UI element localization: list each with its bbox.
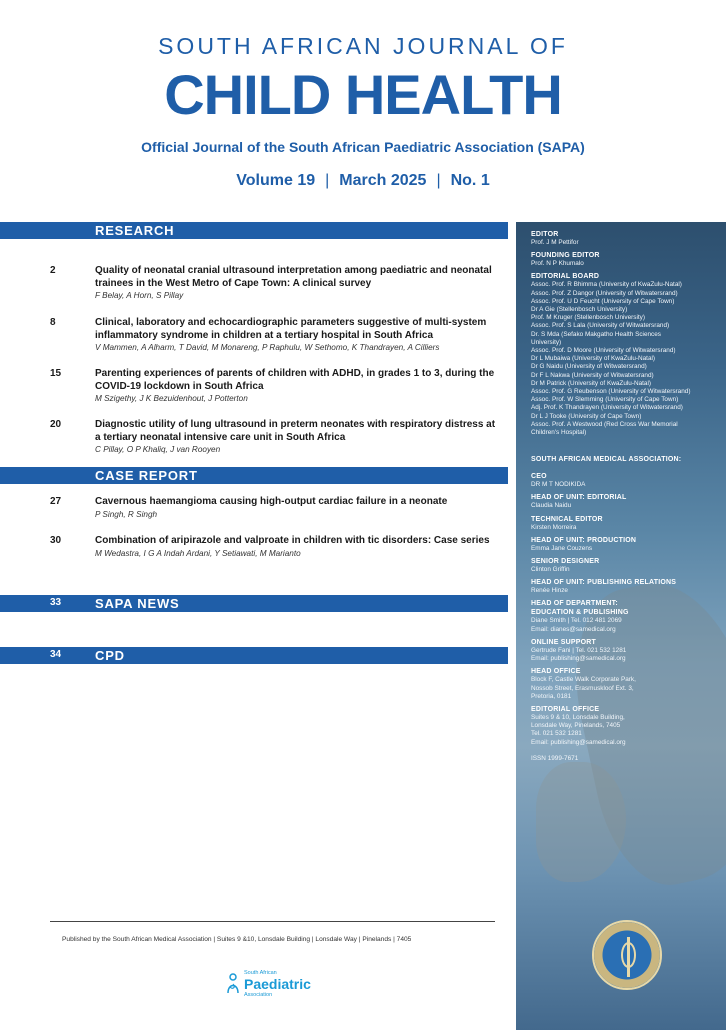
department-block xyxy=(531,599,721,633)
section-sapa-news[interactable] xyxy=(0,595,508,612)
tech-editor-name: Kirsten Morreira xyxy=(531,523,577,531)
issue-date: March 2025 xyxy=(339,172,427,189)
founding-editor-name: Prof. N P Khumalo xyxy=(531,260,584,268)
section-title: SAPA NEWS xyxy=(95,596,180,611)
map-graphic xyxy=(536,762,626,882)
department-label: EDUCATION & PUBLISHING xyxy=(531,609,629,617)
board-member: University) xyxy=(531,338,562,346)
editor-name: Prof. J M Pettifor xyxy=(531,239,579,246)
section-title: CASE REPORT xyxy=(95,468,198,483)
snake-icon xyxy=(621,942,636,968)
volume: Volume 19 xyxy=(236,172,316,189)
board-member: Adj. Prof. K Thandrayen (University of Witwatersrand) xyxy=(531,404,683,412)
sapa-logo-association: Association xyxy=(244,992,273,998)
ceo-name: DR M T NODIKIDA xyxy=(531,481,586,489)
relations-label: HEAD OF UNIT: PUBLISHING RELATIONS xyxy=(531,579,677,587)
panel-content xyxy=(531,230,721,767)
designer-label: SENIOR DESIGNER xyxy=(531,558,600,566)
editor-block xyxy=(531,230,721,247)
section-research xyxy=(0,222,508,239)
tech-editor-label: TECHNICAL EDITOR xyxy=(531,515,603,523)
board-member: Children's Hospital) xyxy=(531,429,587,437)
section-title: CPD xyxy=(95,648,125,663)
separator: | xyxy=(436,172,441,189)
article-item[interactable] xyxy=(0,265,508,301)
sama-label: SOUTH AFRICAN MEDICAL ASSOCIATION: xyxy=(531,456,682,464)
article-authors: M Szigethy, J K Bezuidenhout, J Potterton xyxy=(95,394,248,403)
issn-block xyxy=(531,755,721,763)
section-page: 33 xyxy=(50,597,62,608)
board-member: Dr L J Tooke (University of Cape Town) xyxy=(531,412,642,420)
designer-block xyxy=(531,557,721,574)
department-contact: Diane Smith | Tel. 012 481 2069 xyxy=(531,617,622,625)
article-page: 15 xyxy=(50,368,62,379)
board-member: Dr M Patrick (University of KwaZulu-Natal) xyxy=(531,379,652,387)
ceo-block xyxy=(531,472,721,489)
editorial-board-label: EDITORIAL BOARD xyxy=(531,273,600,281)
editorial-head-label: HEAD OF UNIT: EDITORIAL xyxy=(531,494,627,502)
article-item[interactable] xyxy=(0,368,508,404)
editorial-office-phone: Tel. 021 532 1281 xyxy=(531,730,582,738)
head-office-address: Nossob Street, Erasmuskloof Ext. 3, xyxy=(531,684,634,692)
editorial-office-block xyxy=(531,705,721,747)
footer-publisher-text: Published by the South African Medical Association | Suites 9 &10, Lonsdale Building | Lonsdale Way | Pinelands | 7405 xyxy=(62,936,412,943)
article-page: 30 xyxy=(50,535,62,546)
department-email[interactable]: Email: dianes@samedical.org xyxy=(531,625,616,633)
section-cpd[interactable] xyxy=(0,647,508,664)
editorial-office-address: Suites 9 & 10, Lonsdale Building, xyxy=(531,713,625,721)
founding-editor-label: FOUNDING EDITOR xyxy=(531,252,600,260)
support-email[interactable]: Email: publishing@samedical.org xyxy=(531,655,626,663)
editorial-head-name: Claudia Naidu xyxy=(531,502,572,510)
editorial-board-block xyxy=(531,272,721,437)
board-list xyxy=(531,281,721,437)
article-authors: M Wedastra, I G A Indah Ardani, Y Setiawati, M Marianto xyxy=(95,548,301,558)
article-authors: C Pillay, O P Khaliq, J van Rooyen xyxy=(95,445,221,454)
sama-seal-icon xyxy=(592,920,662,990)
article-item[interactable] xyxy=(0,535,508,559)
board-member: Dr A Gie (Stellenbosch University) xyxy=(531,306,628,314)
editor-label: EDITOR xyxy=(531,231,559,238)
editorial-office-email[interactable]: Email: publishing@samedical.org xyxy=(531,738,626,746)
production-block xyxy=(531,536,721,553)
spacer xyxy=(531,441,721,455)
footer-divider xyxy=(50,921,495,922)
board-member: Assoc. Prof. W Slemming (University of Cape Town) xyxy=(531,396,679,404)
article-title[interactable]: Diagnostic utility of lung ultrasound in preterm neonates with respiratory distress at a tertiary neonatal intensive care unit in South Africa xyxy=(95,419,496,443)
support-contact: Gertrude Fani | Tel. 021 532 1281 xyxy=(531,646,627,654)
article-item[interactable] xyxy=(0,419,508,455)
support-label: ONLINE SUPPORT xyxy=(531,638,597,646)
board-member: Assoc. Prof. R Bhimma (University of KwaZulu-Natal) xyxy=(531,281,682,289)
article-authors: V Mammen, A Alharm, T David, M Monareng, P Raphulu, W Sethomo, K Thandrayen, A Cilliers xyxy=(95,343,440,352)
head-office-address: Pretoria, 0181 xyxy=(531,692,572,700)
separator: | xyxy=(325,172,330,189)
board-member: Dr G Naidu (University of Witwatersrand) xyxy=(531,363,647,371)
board-member: Assoc. Prof. U D Feucht (University of Cape Town) xyxy=(531,297,675,305)
article-title[interactable]: Cavernous haemangioma causing high-output cardiac failure in a neonate xyxy=(95,496,448,507)
issn: ISSN 1999-7671 xyxy=(531,754,579,762)
tech-editor-block xyxy=(531,515,721,532)
board-member: Prof. M Kruger (Stellenbosch University) xyxy=(531,314,646,322)
sapa-logo-small-text: South African xyxy=(244,970,277,976)
article-page: 2 xyxy=(50,265,56,276)
support-block xyxy=(531,638,721,663)
relations-block xyxy=(531,578,721,595)
ceo-label: CEO xyxy=(531,473,547,481)
board-member: Assoc. Prof. D Moore (University of Witwatersrand) xyxy=(531,347,676,355)
sapa-logo xyxy=(226,970,326,998)
article-page: 8 xyxy=(50,317,56,328)
journal-title: CHILD HEALTH xyxy=(164,63,562,126)
designer-name: Clinton Griffin xyxy=(531,566,570,574)
founding-editor-block xyxy=(531,251,721,268)
article-item[interactable] xyxy=(0,317,508,353)
editorial-office-address: Lonsdale Way, Pinelands, 7405 xyxy=(531,722,621,730)
department-label: HEAD OF DEPARTMENT: xyxy=(531,600,618,608)
article-title[interactable]: Parenting experiences of parents of children with ADHD, in grades 1 to 3, during the COVID-19 lockdown in South Africa xyxy=(95,368,495,392)
board-member: Assoc. Prof. S Lala (University of Witwatersrand) xyxy=(531,322,670,330)
article-authors: P Singh, R Singh xyxy=(95,509,158,519)
sama-block xyxy=(531,455,721,464)
article-title[interactable]: Combination of aripirazole and valproate in children with tic disorders: Case series xyxy=(95,535,490,546)
board-member: Assoc. Prof. Z Dangor (University of Witwatersrand) xyxy=(531,289,678,297)
section-title: RESEARCH xyxy=(95,223,175,238)
article-page: 20 xyxy=(50,419,62,430)
production-name: Emma Jane Couzens xyxy=(531,544,593,552)
board-member: Dr. S Mda (Sefako Makgatho Health Sciences xyxy=(531,330,662,338)
editorial-office-label: EDITORIAL OFFICE xyxy=(531,705,600,713)
article-title[interactable]: Quality of neonatal cranial ultrasound interpretation among paediatric and neonatal trainees in the West Metro of Cape Town: A clinical survey xyxy=(95,265,492,289)
board-member: Dr F L Nakwa (University of Witwatersrand) xyxy=(531,371,654,379)
article-authors: F Belay, A Horn, S Pillay xyxy=(95,291,184,300)
sapa-figure-icon xyxy=(226,973,240,995)
board-member: Assoc. Prof. A Westwood (Red Cross War Memorial xyxy=(531,420,678,428)
sapa-logo-name: Paediatric xyxy=(244,976,311,992)
head-office-address: Block F, Castle Walk Corporate Park, xyxy=(531,676,636,684)
board-member: Assoc. Prof. G Reubenson (University of Witwatersrand) xyxy=(531,388,691,396)
journal-pre-title: SOUTH AFRICAN JOURNAL OF xyxy=(158,33,568,59)
issue-number: No. 1 xyxy=(450,172,490,189)
relations-name: Renée Hinze xyxy=(531,587,568,595)
journal-subtitle: Official Journal of the South African Paediatric Association (SAPA) xyxy=(141,139,585,155)
head-office-label: HEAD OFFICE xyxy=(531,668,581,676)
section-case-report xyxy=(0,467,508,484)
editorial-panel xyxy=(516,222,726,1030)
issue-line xyxy=(0,172,726,190)
section-page: 34 xyxy=(50,649,62,660)
board-member: Dr L Mubaiwa (University of KwaZulu-Natal) xyxy=(531,355,656,363)
head-office-block xyxy=(531,667,721,701)
editorial-head-block xyxy=(531,493,721,510)
article-page: 27 xyxy=(50,496,62,507)
production-label: HEAD OF UNIT: PRODUCTION xyxy=(531,536,637,544)
article-item[interactable] xyxy=(0,496,508,520)
article-title[interactable]: Clinical, laboratory and echocardiographic parameters suggestive of multi-system inflammatory syndrome in children at a tertiary hospital in South Africa xyxy=(95,317,487,341)
